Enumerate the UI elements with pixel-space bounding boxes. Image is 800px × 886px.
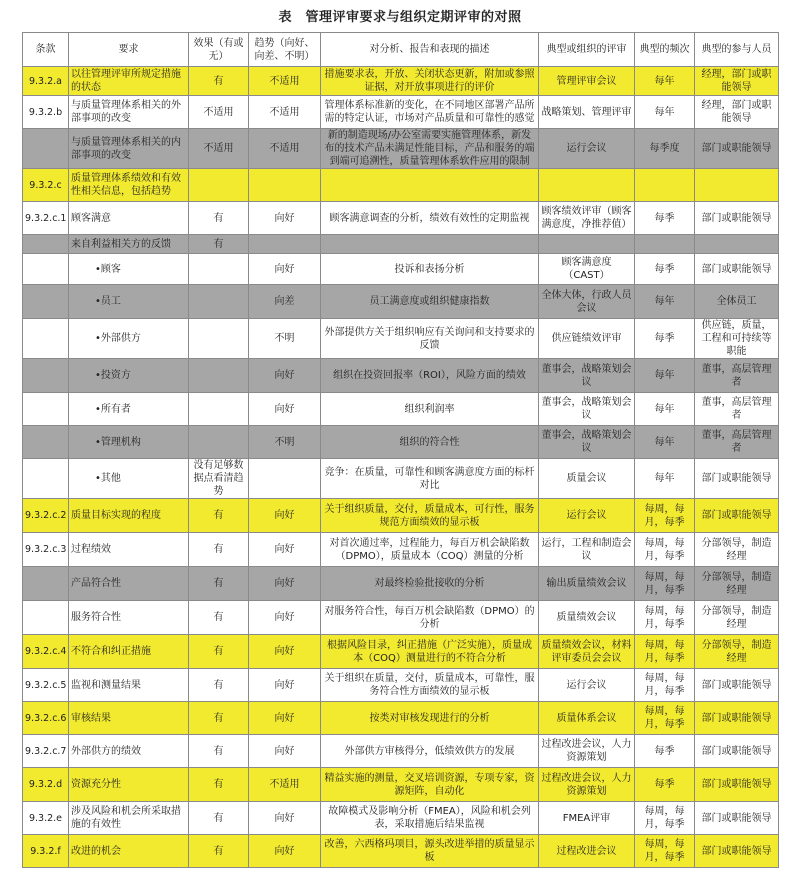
trend-cell: 向好 bbox=[249, 669, 321, 702]
description-cell: 顾客满意调查的分析，绩效有效性的定期监视 bbox=[321, 202, 539, 235]
requirement-cell: 质量管理体系绩效和有效性相关信息，包括趋势 bbox=[69, 169, 189, 202]
requirement-cell: •其他 bbox=[69, 459, 189, 499]
requirement-cell: 产品符合性 bbox=[69, 567, 189, 601]
participants-cell: 经理，部门或职能领导 bbox=[695, 96, 779, 129]
frequency-cell: 每年 bbox=[635, 67, 695, 96]
header-effect: 效果（有或无） bbox=[189, 33, 249, 67]
effect-cell bbox=[189, 359, 249, 393]
clause-cell: 9.3.2.c.1 bbox=[23, 202, 69, 235]
trend-cell: 不明 bbox=[249, 426, 321, 459]
header-trend: 趋势（向好、向差、不明） bbox=[249, 33, 321, 67]
table-row bbox=[23, 254, 779, 285]
trend-cell: 不适用 bbox=[249, 67, 321, 96]
requirement-cell: 来自利益相关方的反馈 bbox=[69, 235, 189, 254]
review-cell: 输出质量绩效会议 bbox=[539, 567, 635, 601]
description-cell: 新的制造现场/办公室需要实施管理体系，新发布的技术产品未满足性能目标，产品和服务的端到端可追溯性，质量管理体系软件应用的限制 bbox=[321, 129, 539, 169]
requirement-cell: 质量目标实现的程度 bbox=[69, 499, 189, 533]
trend-cell: 向好 bbox=[249, 702, 321, 735]
table-row bbox=[23, 533, 779, 567]
requirement-cell: 不符合和纠正措施 bbox=[69, 635, 189, 669]
participants-cell: 全体员工 bbox=[695, 285, 779, 319]
table-row bbox=[23, 359, 779, 393]
review-cell: 质量会议 bbox=[539, 459, 635, 499]
frequency-cell: 每年 bbox=[635, 393, 695, 426]
description-cell: 精益实施的测量，交叉培训资源，专项专家，资源矩阵，自动化 bbox=[321, 768, 539, 802]
review-cell: 运行会议 bbox=[539, 499, 635, 533]
review-cell: 管理评审会议 bbox=[539, 67, 635, 96]
trend-cell: 不适用 bbox=[249, 96, 321, 129]
description-cell: 对首次通过率，过程能力，每百万机会缺陷数（DPMO），质量成本（COQ）测量的分析 bbox=[321, 533, 539, 567]
clause-cell: 9.3.2.e bbox=[23, 802, 69, 835]
table-row bbox=[23, 601, 779, 635]
table-row bbox=[23, 499, 779, 533]
requirement-cell: 监视和测量结果 bbox=[69, 669, 189, 702]
review-cell: 供应链绩效评审 bbox=[539, 319, 635, 359]
table-row bbox=[23, 393, 779, 426]
requirement-cell: •所有者 bbox=[69, 393, 189, 426]
participants-cell: 部门或职能领导 bbox=[695, 202, 779, 235]
frequency-cell: 每季度 bbox=[635, 129, 695, 169]
trend-cell: 向差 bbox=[249, 285, 321, 319]
effect-cell: 有 bbox=[189, 499, 249, 533]
trend-cell: 不适用 bbox=[249, 129, 321, 169]
review-cell bbox=[539, 235, 635, 254]
requirement-cell: 服务符合性 bbox=[69, 601, 189, 635]
participants-cell bbox=[695, 235, 779, 254]
effect-cell bbox=[189, 319, 249, 359]
trend-cell bbox=[249, 235, 321, 254]
frequency-cell: 每年 bbox=[635, 96, 695, 129]
clause-cell bbox=[23, 459, 69, 499]
frequency-cell: 每季 bbox=[635, 319, 695, 359]
frequency-cell: 每季 bbox=[635, 735, 695, 768]
clause-cell: 9.3.2.c.7 bbox=[23, 735, 69, 768]
participants-cell: 部门或职能领导 bbox=[695, 702, 779, 735]
effect-cell: 有 bbox=[189, 835, 249, 868]
description-cell: 外部提供方关于组织响应有关询问和支持要求的反馈 bbox=[321, 319, 539, 359]
requirement-cell: •管理机构 bbox=[69, 426, 189, 459]
description-cell: 投诉和表扬分析 bbox=[321, 254, 539, 285]
header-review: 典型或组织的评审 bbox=[539, 33, 635, 67]
clause-cell: 9.3.2.c.5 bbox=[23, 669, 69, 702]
effect-cell: 有 bbox=[189, 567, 249, 601]
clause-cell: 9.3.2.f bbox=[23, 835, 69, 868]
trend-cell bbox=[249, 169, 321, 202]
participants-cell: 经理，部门或职能领导 bbox=[695, 67, 779, 96]
description-cell: 根据风险目录，纠正措施（广泛实施），质量成本（COQ）测量进行的不符合分析 bbox=[321, 635, 539, 669]
description-cell: 故障模式及影响分析（FMEA），风险和机会列表，采取措施后结果监视 bbox=[321, 802, 539, 835]
clause-cell bbox=[23, 601, 69, 635]
table-row bbox=[23, 169, 779, 202]
table-row bbox=[23, 285, 779, 319]
frequency-cell: 每周，每月，每季 bbox=[635, 702, 695, 735]
review-cell: 董事会，战略策划会议 bbox=[539, 426, 635, 459]
frequency-cell: 每季 bbox=[635, 768, 695, 802]
frequency-cell: 每周，每月，每季 bbox=[635, 533, 695, 567]
table-row bbox=[23, 426, 779, 459]
trend-cell: 向好 bbox=[249, 601, 321, 635]
participants-cell: 部门或职能领导 bbox=[695, 835, 779, 868]
effect-cell: 有 bbox=[189, 669, 249, 702]
trend-cell: 向好 bbox=[249, 533, 321, 567]
trend-cell: 向好 bbox=[249, 835, 321, 868]
trend-cell: 向好 bbox=[249, 202, 321, 235]
effect-cell: 不适用 bbox=[189, 96, 249, 129]
participants-cell: 部门或职能领导 bbox=[695, 129, 779, 169]
header-frequency: 典型的频次 bbox=[635, 33, 695, 67]
requirement-cell: •员工 bbox=[69, 285, 189, 319]
requirement-cell: 改进的机会 bbox=[69, 835, 189, 868]
trend-cell: 向好 bbox=[249, 393, 321, 426]
requirement-cell: 过程绩效 bbox=[69, 533, 189, 567]
effect-cell: 有 bbox=[189, 768, 249, 802]
effect-cell: 有 bbox=[189, 202, 249, 235]
participants-cell: 分部领导，制造经理 bbox=[695, 533, 779, 567]
review-cell: 质量绩效会议 bbox=[539, 601, 635, 635]
table-row bbox=[23, 459, 779, 499]
review-cell: 质量体系会议 bbox=[539, 702, 635, 735]
review-cell: 运行，工程和制造会议 bbox=[539, 533, 635, 567]
frequency-cell: 每周，每月，每季 bbox=[635, 601, 695, 635]
participants-cell: 分部领导，制造经理 bbox=[695, 635, 779, 669]
clause-cell bbox=[23, 254, 69, 285]
description-cell: 组织利润率 bbox=[321, 393, 539, 426]
frequency-cell: 每周，每月，每季 bbox=[635, 567, 695, 601]
table-row bbox=[23, 67, 779, 96]
review-cell: 过程改进会议 bbox=[539, 835, 635, 868]
participants-cell: 部门或职能领导 bbox=[695, 459, 779, 499]
participants-cell: 供应链，质量，工程和可持续等职能 bbox=[695, 319, 779, 359]
description-cell: 对服务符合性，每百万机会缺陷数（DPMO）的分析 bbox=[321, 601, 539, 635]
review-cell: 董事会，战略策划会议 bbox=[539, 359, 635, 393]
participants-cell: 部门或职能领导 bbox=[695, 735, 779, 768]
frequency-cell: 每周，每月，每季 bbox=[635, 669, 695, 702]
review-cell: 顾客满意度（CAST） bbox=[539, 254, 635, 285]
effect-cell: 有 bbox=[189, 533, 249, 567]
frequency-cell: 每季 bbox=[635, 202, 695, 235]
review-cell: 过程改进会议，人力资源策划 bbox=[539, 768, 635, 802]
table-row bbox=[23, 319, 779, 359]
frequency-cell: 每周，每月，每季 bbox=[635, 835, 695, 868]
table-row bbox=[23, 702, 779, 735]
frequency-cell: 每周，每月，每季 bbox=[635, 499, 695, 533]
clause-cell: 9.3.2.a bbox=[23, 67, 69, 96]
description-cell: 对最终检验批接收的分析 bbox=[321, 567, 539, 601]
description-cell: 员工满意度或组织健康指数 bbox=[321, 285, 539, 319]
trend-cell: 向好 bbox=[249, 802, 321, 835]
clause-cell bbox=[23, 319, 69, 359]
clause-cell: 9.3.2.c bbox=[23, 169, 69, 202]
frequency-cell: 每周，每月，每季 bbox=[635, 802, 695, 835]
requirement-cell: 以往管理评审所规定措施的状态 bbox=[69, 67, 189, 96]
header-description: 对分析、报告和表现的描述 bbox=[321, 33, 539, 67]
effect-cell: 有 bbox=[189, 67, 249, 96]
participants-cell: 部门或职能领导 bbox=[695, 499, 779, 533]
table-row bbox=[23, 235, 779, 254]
effect-cell: 有 bbox=[189, 635, 249, 669]
requirement-cell: 与质量管理体系相关的内部事项的改变 bbox=[69, 129, 189, 169]
requirement-cell: •顾客 bbox=[69, 254, 189, 285]
clause-cell bbox=[23, 426, 69, 459]
frequency-cell: 每年 bbox=[635, 359, 695, 393]
trend-cell: 向好 bbox=[249, 635, 321, 669]
review-cell: 战略策划、管理评审 bbox=[539, 96, 635, 129]
participants-cell: 分部领导，制造经理 bbox=[695, 601, 779, 635]
effect-cell: 没有足够数据点看清趋势 bbox=[189, 459, 249, 499]
review-cell: 质量绩效会议，材料评审委员会会议 bbox=[539, 635, 635, 669]
description-cell: 组织的符合性 bbox=[321, 426, 539, 459]
clause-cell bbox=[23, 285, 69, 319]
frequency-cell: 每年 bbox=[635, 285, 695, 319]
clause-cell: 9.3.2.c.6 bbox=[23, 702, 69, 735]
participants-cell: 董事，高层管理者 bbox=[695, 426, 779, 459]
table-row bbox=[23, 802, 779, 835]
requirement-cell: •投资方 bbox=[69, 359, 189, 393]
effect-cell: 有 bbox=[189, 702, 249, 735]
participants-cell: 部门或职能领导 bbox=[695, 669, 779, 702]
frequency-cell: 每年 bbox=[635, 426, 695, 459]
review-cell: 全体大体，行政人员会议 bbox=[539, 285, 635, 319]
clause-cell bbox=[23, 393, 69, 426]
clause-cell: 9.3.2.c.3 bbox=[23, 533, 69, 567]
effect-cell: 有 bbox=[189, 601, 249, 635]
frequency-cell: 每周，每月，每季 bbox=[635, 635, 695, 669]
requirement-cell: •外部供方 bbox=[69, 319, 189, 359]
review-cell: 顾客绩效评审（顾客满意度，净推荐值） bbox=[539, 202, 635, 235]
requirement-cell: 涉及风险和机会所采取措施的有效性 bbox=[69, 802, 189, 835]
table-row bbox=[23, 635, 779, 669]
description-cell: 关于组织质量，交付，质量成本，可行性，服务规范方面绩效的显示板 bbox=[321, 499, 539, 533]
clause-cell: 9.3.2.c.4 bbox=[23, 635, 69, 669]
description-cell: 改善，六西格玛项目，源头改进举措的质量显示板 bbox=[321, 835, 539, 868]
table-row bbox=[23, 96, 779, 129]
requirement-cell: 资源充分性 bbox=[69, 768, 189, 802]
description-cell: 关于组织在质量，交付，质量成本，可靠性，服务符合性方面绩效的显示板 bbox=[321, 669, 539, 702]
description-cell: 措施要求表，开放、关闭状态更新，附加或参照证据，对开放事项进行的评价 bbox=[321, 67, 539, 96]
frequency-cell bbox=[635, 235, 695, 254]
effect-cell bbox=[189, 285, 249, 319]
participants-cell: 分部领导，制造经理 bbox=[695, 567, 779, 601]
table-row bbox=[23, 129, 779, 169]
participants-cell bbox=[695, 169, 779, 202]
effect-cell bbox=[189, 169, 249, 202]
table-row bbox=[23, 768, 779, 802]
header-row bbox=[23, 33, 779, 67]
effect-cell: 不适用 bbox=[189, 129, 249, 169]
requirement-cell: 外部供方的绩效 bbox=[69, 735, 189, 768]
clause-cell: 9.3.2.c.2 bbox=[23, 499, 69, 533]
header-clause: 条款 bbox=[23, 33, 69, 67]
clause-cell bbox=[23, 235, 69, 254]
review-comparison-table bbox=[22, 32, 779, 868]
review-cell: 运行会议 bbox=[539, 129, 635, 169]
trend-cell: 向好 bbox=[249, 567, 321, 601]
clause-cell: 9.3.2.d bbox=[23, 768, 69, 802]
trend-cell: 不明 bbox=[249, 319, 321, 359]
clause-cell bbox=[23, 567, 69, 601]
description-cell: 组织在投资回报率（ROI），风险方面的绩效 bbox=[321, 359, 539, 393]
requirement-cell: 与质量管理体系相关的外部事项的改变 bbox=[69, 96, 189, 129]
trend-cell: 向好 bbox=[249, 359, 321, 393]
trend-cell: 向好 bbox=[249, 254, 321, 285]
review-cell: FMEA评审 bbox=[539, 802, 635, 835]
effect-cell: 有 bbox=[189, 235, 249, 254]
effect-cell: 有 bbox=[189, 802, 249, 835]
participants-cell: 部门或职能领导 bbox=[695, 768, 779, 802]
description-cell bbox=[321, 169, 539, 202]
effect-cell bbox=[189, 426, 249, 459]
effect-cell: 有 bbox=[189, 735, 249, 768]
clause-cell bbox=[23, 129, 69, 169]
table-title: 表 管理评审要求与组织定期评审的对照 bbox=[278, 10, 522, 25]
participants-cell: 部门或职能领导 bbox=[695, 802, 779, 835]
frequency-cell: 每年 bbox=[635, 459, 695, 499]
description-cell: 竞争：在质量，可靠性和顾客满意度方面的标杆对比 bbox=[321, 459, 539, 499]
description-cell: 管理体系标准新的变化，在不同地区部署产品所需的特定认证，市场对产品质量和可靠性的感觉 bbox=[321, 96, 539, 129]
review-cell: 运行会议 bbox=[539, 669, 635, 702]
trend-cell bbox=[249, 459, 321, 499]
review-cell bbox=[539, 169, 635, 202]
participants-cell: 部门或职能领导 bbox=[695, 254, 779, 285]
frequency-cell: 每季 bbox=[635, 254, 695, 285]
clause-cell: 9.3.2.b bbox=[23, 96, 69, 129]
review-cell: 董事会，战略策划会议 bbox=[539, 393, 635, 426]
header-requirement: 要求 bbox=[69, 33, 189, 67]
frequency-cell bbox=[635, 169, 695, 202]
trend-cell: 向好 bbox=[249, 735, 321, 768]
table-row bbox=[23, 567, 779, 601]
review-cell: 过程改进会议，人力资源策划 bbox=[539, 735, 635, 768]
description-cell: 按类对审核发现进行的分析 bbox=[321, 702, 539, 735]
effect-cell bbox=[189, 393, 249, 426]
description-cell bbox=[321, 235, 539, 254]
trend-cell: 向好 bbox=[249, 499, 321, 533]
table-row bbox=[23, 735, 779, 768]
participants-cell: 董事，高层管理者 bbox=[695, 359, 779, 393]
requirement-cell: 顾客满意 bbox=[69, 202, 189, 235]
table-row bbox=[23, 202, 779, 235]
trend-cell: 不适用 bbox=[249, 768, 321, 802]
requirement-cell: 审核结果 bbox=[69, 702, 189, 735]
description-cell: 外部供方审核得分，低绩效供方的发展 bbox=[321, 735, 539, 768]
header-participants: 典型的参与人员 bbox=[695, 33, 779, 67]
clause-cell bbox=[23, 359, 69, 393]
table-row bbox=[23, 835, 779, 868]
participants-cell: 董事，高层管理者 bbox=[695, 393, 779, 426]
table-row bbox=[23, 669, 779, 702]
effect-cell bbox=[189, 254, 249, 285]
